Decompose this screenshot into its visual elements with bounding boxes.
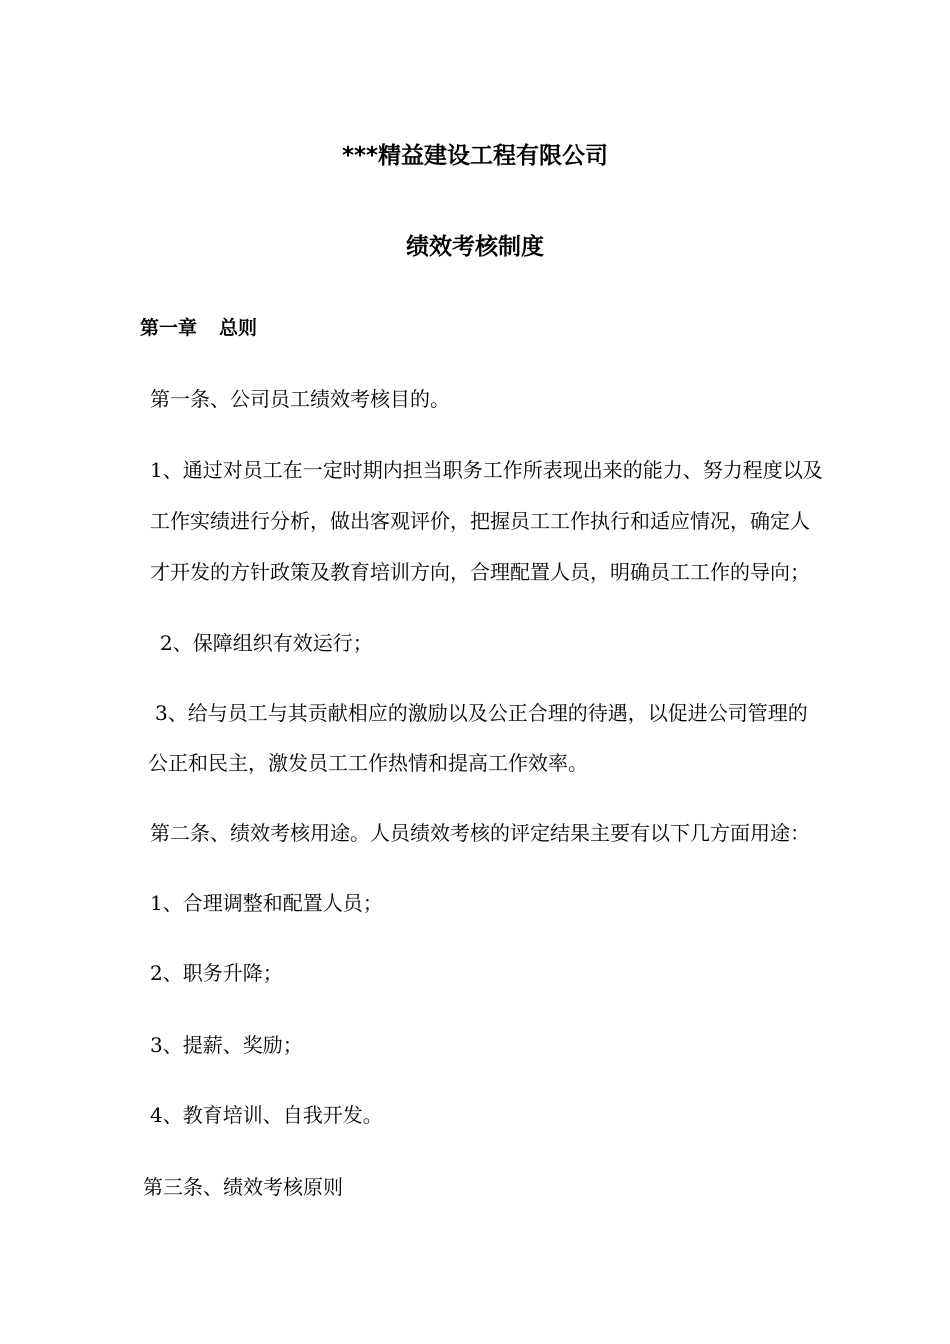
list-item: 2、保障组织有效运行； [160, 631, 373, 655]
paragraph-line: 工作实绩进行分析，做出客观评价，把握员工工作执行和适应情况，确定人 [150, 509, 810, 533]
company-title: ***精益建设工程有限公司 [341, 143, 609, 169]
paragraph-line: 3、给与员工与其贡献相应的激励以及公正合理的待遇，以促进公司管理的 [155, 701, 808, 725]
list-item: 4、教育培训、自我开发。 [150, 1103, 383, 1127]
chapter-heading [140, 315, 257, 341]
article-3-heading: 第三条、绩效考核原则 [143, 1175, 343, 1199]
document-title: 绩效考核制度 [406, 234, 544, 260]
list-item: 3、提薪、奖励； [150, 1033, 303, 1057]
article-2-heading: 第二条、绩效考核用途。人员绩效考核的评定结果主要有以下几方面用途： [150, 821, 810, 845]
list-item: 1、合理调整和配置人员； [150, 891, 383, 915]
chapter-name: 总则 [219, 317, 258, 339]
paragraph-line: 才开发的方针政策及教育培训方向，合理配置人员，明确员工工作的导向； [150, 560, 810, 584]
paragraph-line: 1、通过对员工在一定时期内担当职务工作所表现出来的能力、努力程度以及 [150, 458, 823, 482]
list-item: 2、职务升降； [150, 961, 283, 985]
article-1-heading: 第一条、公司员工绩效考核目的。 [150, 387, 450, 411]
chapter-label: 第一章 [140, 317, 198, 339]
paragraph-line: 公正和民主，激发员工工作热情和提高工作效率。 [148, 751, 588, 775]
